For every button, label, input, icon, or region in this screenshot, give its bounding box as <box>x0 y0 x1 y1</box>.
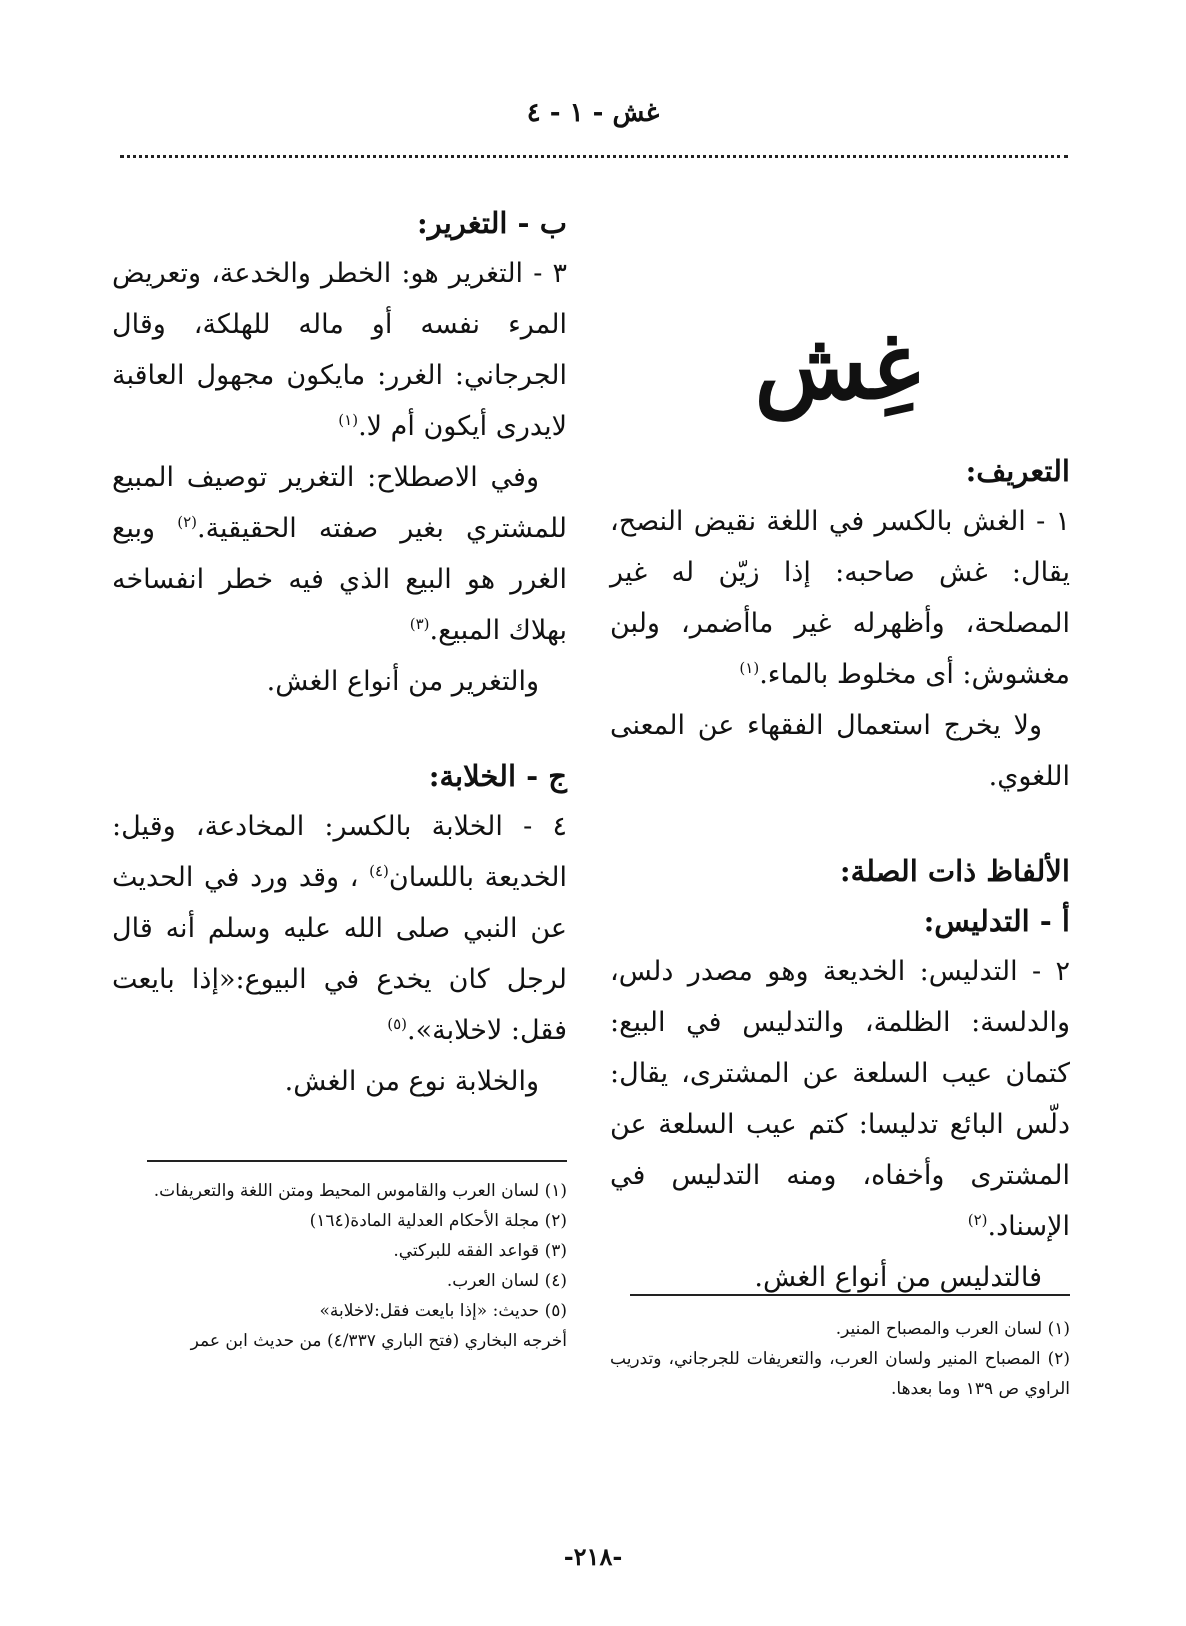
right-column <box>610 446 1070 1303</box>
paragraph-6-text-a: وفي الاصطلاح: التغرير توصيف المبيع للمشتري بغير صفته الحقيقية. <box>112 462 568 544</box>
paragraph-8-text-a: ٤ - الخلابة بالكسر: المخادعة، وقيل: الخديعة باللسان <box>112 811 567 893</box>
right-footnotes <box>610 1294 1070 1404</box>
running-head: غش - ١ - ٤ <box>526 98 660 128</box>
right-footnote-rule <box>630 1294 1070 1296</box>
header-dotted-rule <box>120 155 1068 158</box>
left-footnotes <box>112 1160 567 1356</box>
entry-title: غِش <box>754 312 920 420</box>
paragraph-1-text: ١ - الغش بالكسر في اللغة نقيض النصح، يقال: غش صاحبه: إذا زيّن له غير المصلحة، وأظهرله غير ماأضمر، ولبن مغشوش: أى مخلوط بالماء. <box>610 506 1070 690</box>
left-footnote-4: (٤) لسان العرب. <box>446 1271 567 1291</box>
paragraph-5 <box>112 248 567 452</box>
right-footnote-1: (١) لسان العرب والمصباح المنير. <box>835 1319 1070 1339</box>
subheading-b: ب - التغرير: <box>417 206 567 240</box>
paragraph-3 <box>610 946 1070 1252</box>
paragraph-8-text-b: ، وقد ورد في الحديث عن النبي صلى الله عليه وسلم أنه قال لرجل كان يخدع في البيوع:«إذا بايعت فقل: لاخلابة». <box>112 862 567 1046</box>
left-footnote-rule <box>147 1160 567 1162</box>
paragraph-5-text: ٣ - التغرير هو: الخطر والخدعة، وتعريض المرء نفسه أو ماله للهلكة، وقال الجرجاني: الغرر: مايكون مجهول العاقبة لايدرى أيكون أم لا. <box>112 258 567 442</box>
subheading-a: أ - التدليس: <box>923 904 1070 938</box>
footnote-ref-1: (١) <box>739 659 760 677</box>
left-footnote-5: (٥) حديث: «إذا بايعت فقل:لاخلابة» <box>319 1301 567 1321</box>
footnote-ref-4: (٢) <box>177 513 197 531</box>
paragraph-4: فالتدليس من أنواع الغش. <box>754 1262 1042 1293</box>
definition-heading: التعريف: <box>965 454 1070 488</box>
related-terms-heading: الألفاظ ذات الصلة: <box>839 854 1070 888</box>
paragraph-6 <box>112 452 567 656</box>
footnote-ref-2: (٢) <box>967 1211 988 1229</box>
paragraph-7: والتغرير من أنواع الغش. <box>266 666 539 697</box>
left-footnote-3: (٣) قواعد الفقه للبركتي. <box>393 1241 567 1261</box>
paragraph-8 <box>112 801 567 1056</box>
footnote-ref-7: (٥) <box>387 1015 408 1033</box>
page-number: -٢١٨- <box>563 1542 623 1571</box>
left-footnote-1: (١) لسان العرب والقاموس المحيط ومتن اللغة والتعريفات. <box>153 1181 567 1201</box>
paragraph-1 <box>610 496 1070 700</box>
subheading-c: ج - الخلابة: <box>428 759 567 793</box>
paragraph-3-text: ٢ - التدليس: الخديعة وهو مصدر دلس، والدلسة: الظلمة، والتدليس في البيع: كتمان عيب السلعة عن المشترى، يقال: دلّس البائع تدليسا: كتم عيب السلعة عن المشترى وأخفاه، ومنه التدليس في الإسناد. <box>610 956 1070 1242</box>
left-footnote-2: (٢) مجلة الأحكام العدلية المادة(١٦٤) <box>309 1211 567 1231</box>
right-footnote-2: (٢) المصباح المنير ولسان العرب، والتعريفات للجرجاني، وتدريب الراوي ص ١٣٩ وما بعدها. <box>610 1349 1070 1399</box>
footnote-ref-3: (١) <box>338 411 359 429</box>
footnote-ref-6: (٤) <box>369 862 389 880</box>
paragraph-6-text-b: وبيع الغرر هو البيع الذي فيه خطر انفساخه بهلاك المبيع. <box>112 513 567 646</box>
left-footnote-5-continued: أخرجه البخاري (فتح الباري ٤/٣٣٧) من حديث ابن عمر <box>190 1331 567 1351</box>
paragraph-2: ولا يخرج استعمال الفقهاء عن المعنى اللغوي. <box>610 710 1070 792</box>
left-column <box>112 198 567 1107</box>
paragraph-9: والخلابة نوع من الغش. <box>284 1066 539 1097</box>
footnote-ref-5: (٣) <box>409 615 430 633</box>
